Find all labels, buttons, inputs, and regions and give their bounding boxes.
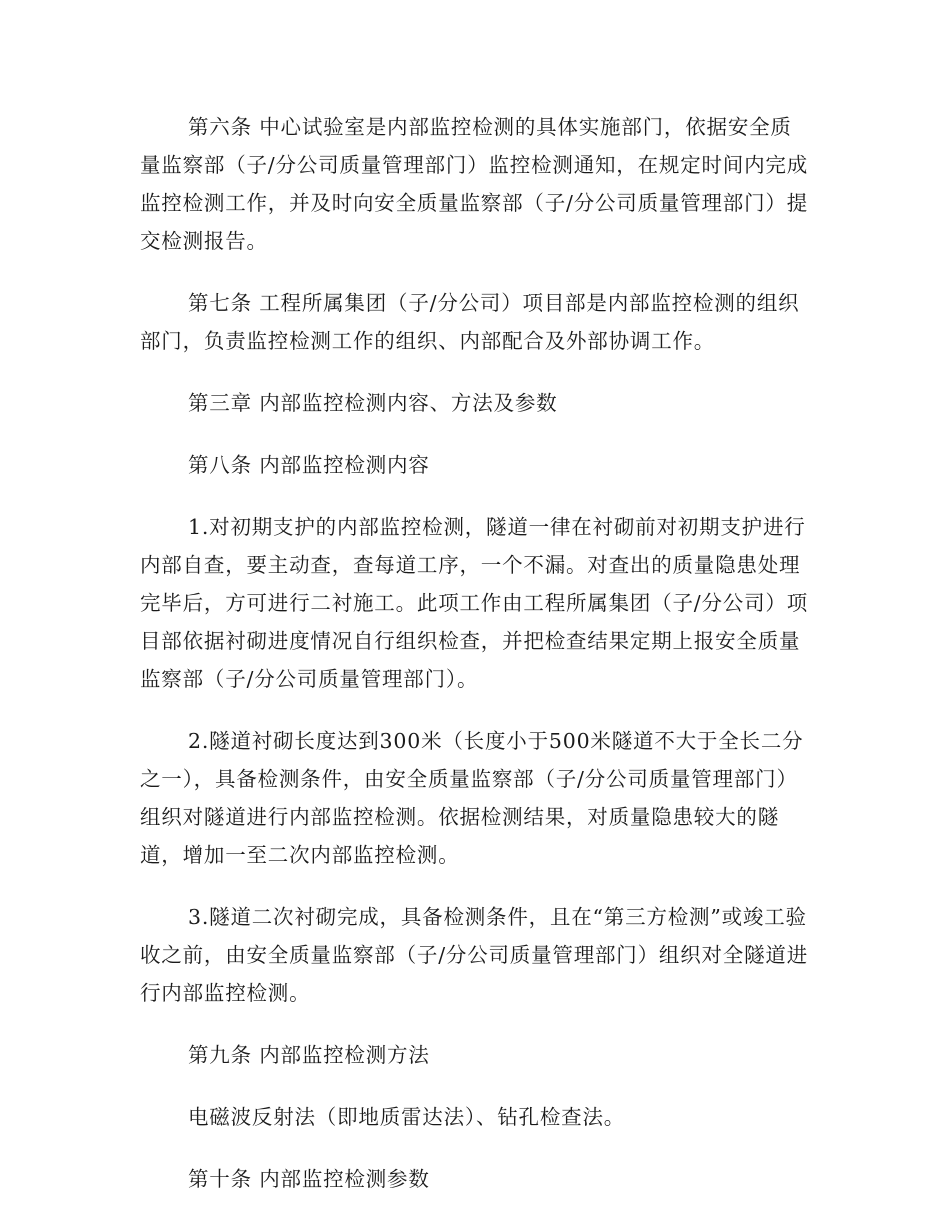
article-10-heading: 第十条 内部监控检测参数 (188, 1167, 430, 1191)
item-3-paragraph: 3.隧道二次衬砌完成，具备检测条件，且在“第三方检测”或竣工验收之前，由安全质量监察部（子/分公司质量管理部门）组织对全隧道进行内部监控检测。 (140, 905, 809, 1005)
article-8-heading: 第八条 内部监控检测内容 (188, 453, 430, 477)
methods-paragraph: 电磁波反射法（即地质雷达法）、钻孔检查法。 (188, 1105, 626, 1129)
chapter-3-heading: 第三章 内部监控检测内容、方法及参数 (188, 391, 558, 415)
article-9-heading: 第九条 内部监控检测方法 (188, 1043, 430, 1067)
article-6-paragraph: 第六条 中心试验室是内部监控检测的具体实施部门，依据安全质量监察部（子/分公司质量管理部门）监控检测通知，在规定时间内完成监控检测工作，并及时向安全质量监察部（子/分公司质量管理部门）提交检测报告。 (140, 115, 809, 253)
article-7-paragraph: 第七条 工程所属集团（子/分公司）项目部是内部监控检测的组织部门，负责监控检测工作的组织、内部配合及外部协调工作。 (140, 291, 800, 353)
document-page (140, 108, 812, 1222)
item-1-paragraph: 1.对初期支护的内部监控检测，隧道一律在衬砌前对初期支护进行内部自查，要主动查，查每道工序，一个不漏。对查出的质量隐患处理完毕后，方可进行二衬施工。此项工作由工程所属集团（子/分公司）项目部依据衬砌进度情况自行组织检查，并把检查结果定期上报安全质量监察部（子/分公司质量管理部门）。 (140, 515, 809, 691)
item-2-paragraph: 2.隧道衬砌长度达到300米（长度小于500米隧道不大于全长二分之一），具备检测条件，由安全质量监察部（子/分公司质量管理部门）组织对隧道进行内部监控检测。依据检测结果，对质量隐患较大的隧道，增加一至二次内部监控检测。 (140, 729, 804, 867)
